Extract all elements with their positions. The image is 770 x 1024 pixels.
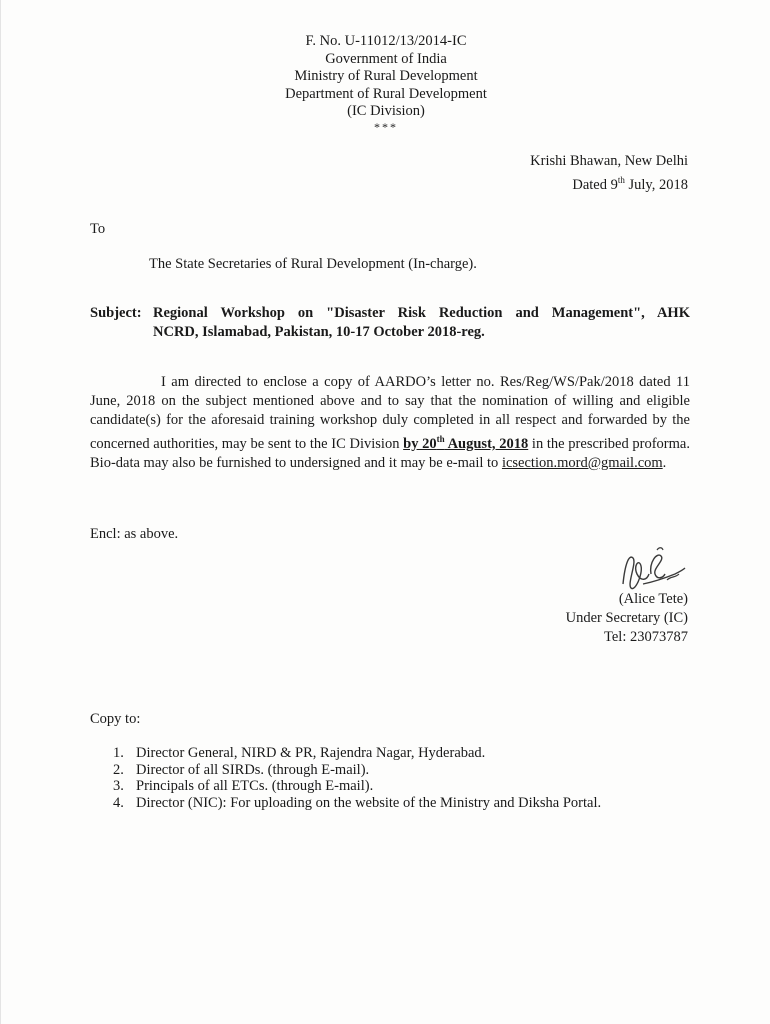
deadline-prefix: by 20: [403, 435, 437, 452]
date-prefix: Dated 9: [572, 176, 618, 193]
deadline: [403, 436, 528, 452]
separator-stars: ***: [374, 119, 398, 134]
date-suffix: July, 2018: [624, 176, 688, 193]
subject-line-2: NCRD, Islamabad, Pakistan, 10-17 October 2018-reg.: [153, 324, 485, 340]
date-line: [530, 171, 688, 195]
list-item: [113, 778, 601, 795]
place-line: Krishi Bhawan, New Delhi: [530, 153, 688, 169]
copy-to-list: [113, 745, 601, 811]
signatory-block: [566, 590, 688, 647]
list-item-number: 2.: [113, 761, 124, 778]
list-item: [113, 795, 601, 812]
letterhead: [1, 33, 770, 133]
list-item-text: Director of all SIRDs. (through E-mail).: [136, 761, 370, 778]
division-line: (IC Division): [347, 103, 425, 119]
list-item-text: Director General, NIRD & PR, Rajendra Nagar, Hyderabad.: [136, 745, 486, 761]
signatory-name: (Alice Tete): [618, 591, 688, 607]
letter-body: [90, 373, 690, 473]
list-item-text: Principals of all ETCs. (through E-mail).: [136, 778, 374, 794]
date-ordinal: th: [617, 175, 625, 185]
enclosure-note: Encl: as above.: [90, 526, 179, 542]
copy-to-label: Copy to:: [90, 711, 141, 727]
list-item-text: Director (NIC): For uploading on the website of the Ministry and Diksha Portal.: [136, 794, 602, 811]
list-item: [113, 762, 601, 779]
deadline-ordinal: th: [436, 434, 445, 444]
list-item-number: 4.: [113, 794, 124, 811]
email-link[interactable]: icsection.mord@gmail.com: [501, 454, 663, 471]
deadline-suffix: August, 2018: [444, 435, 529, 452]
body-paragraph: [90, 373, 690, 473]
body-text-start: I am directed to enclose a copy of AARDO’s letter no. Res/Reg/WS/Pak/2018 dated 11 June, 2018 on the subject mentioned above and to say that the nomination of willing and eligible candidate(s) for the aforesaid training workshop duly completed in all respect and forwarded by the concerned authorities, may be sent to the IC Division: [90, 374, 690, 452]
list-item: [113, 745, 601, 762]
body-text-middle: in the prescribed proforma. Bio-data may also be furnished to undersigned and it may be e-mail to: [90, 435, 690, 471]
signatory-designation: Under Secretary (IC): [565, 610, 688, 626]
body-text-end: .: [662, 454, 667, 471]
signatory-tel: Tel: 23073787: [604, 629, 688, 645]
addressee: The State Secretaries of Rural Development (In-charge).: [149, 256, 477, 272]
to-label: To: [90, 221, 106, 237]
list-item-number: 3.: [113, 778, 124, 794]
subject-line-1: Regional Workshop on "Disaster Risk Reduction and Management", AHK: [153, 305, 690, 321]
ministry-line: Ministry of Rural Development: [294, 68, 478, 84]
subject-label: Subject:: [90, 305, 142, 321]
department-line: Department of Rural Development: [285, 85, 487, 102]
file-number: F. No. U-11012/13/2014-IC: [305, 33, 467, 49]
place-and-date: [530, 152, 688, 195]
government-line: Government of India: [325, 50, 447, 67]
list-item-number: 1.: [113, 745, 124, 761]
